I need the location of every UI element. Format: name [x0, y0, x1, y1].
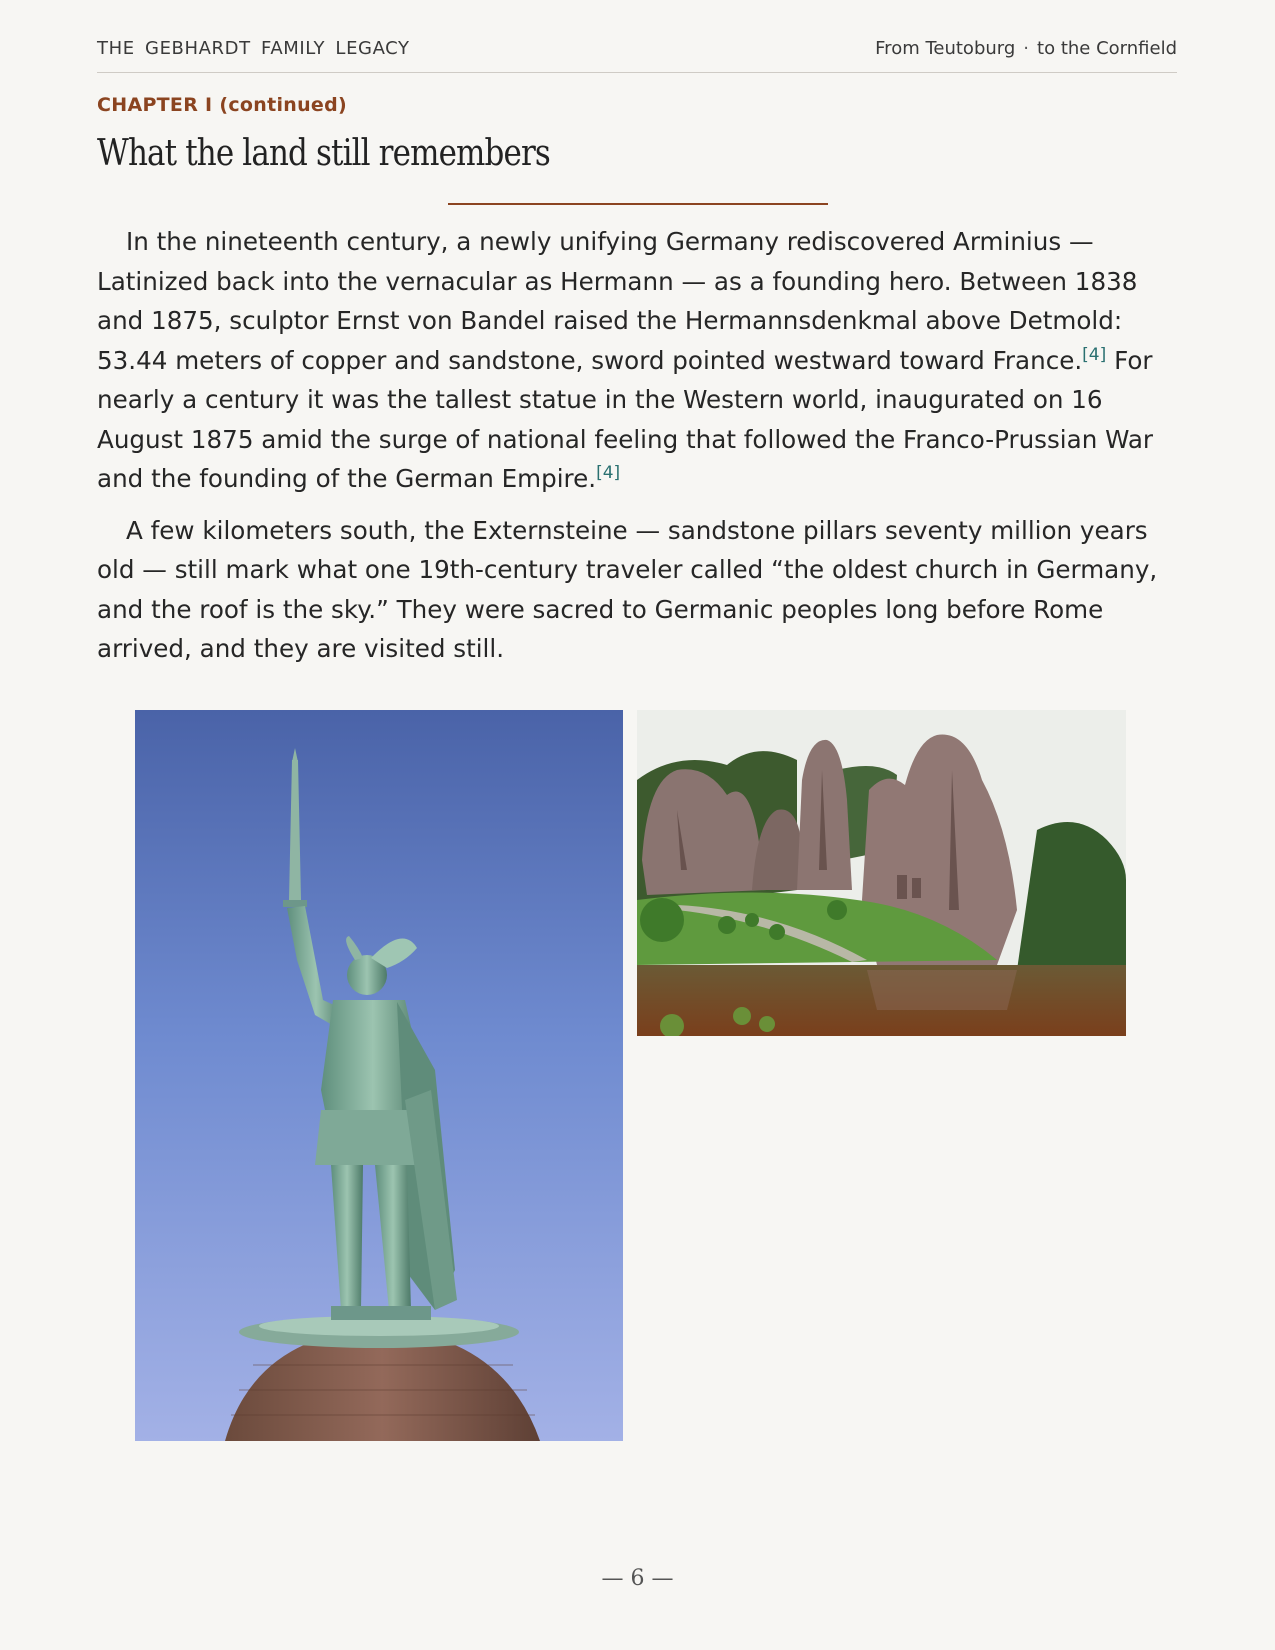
- header-separator: ·: [1023, 38, 1030, 59]
- photo-hermannsdenkmal: [135, 710, 623, 1441]
- paragraph-1: [97, 222, 1177, 499]
- body-text: [97, 222, 1177, 681]
- header-section-part1: From Teutoburg: [875, 38, 1016, 59]
- header-book-title: THE GEBHARDT FAMILY LEGACY: [97, 38, 410, 59]
- photo-externsteine: [637, 710, 1126, 1036]
- page-number: — 6 —: [601, 1566, 674, 1591]
- chapter-label: CHAPTER I (continued): [97, 94, 347, 116]
- paragraph-1-text-a: In the nineteenth century, a newly unifying Germany rediscovered Arminius — Latinized back into the vernacular as Hermann — as a founding hero. Between 1838 and 1875, sculptor Ernst von Bandel raised the Hermannsdenkmal above Detmold: 53.44 meters of copper and sandstone, sword pointed westward toward France.: [97, 227, 1138, 375]
- chapter-title: What the land still remembers: [97, 133, 550, 174]
- rocks-illustration: [637, 710, 1126, 1036]
- paragraph-2: A few kilometers south, the Externsteine — sandstone pillars seventy million years old — still mark what one 19th-century traveler called “the oldest church in Germany, and the roof is the sky.” They were sacred to Germanic peoples long before Rome arrived, and they are visited still.: [97, 515, 1158, 663]
- statue-illustration: [135, 710, 623, 1441]
- header-section-title: [875, 38, 1177, 59]
- running-header: [97, 38, 1177, 73]
- paragraph-1-text-b: For nearly a century it was the tallest statue in the Western world, inaugurated on 16 August 1875 amid the surge of national feeling that followed the Franco-Prussian War and the founding of the German Empire.: [97, 345, 1154, 493]
- header-section-part2: to the Cornfield: [1037, 38, 1177, 59]
- footnote-ref-4[interactable]: [4]: [596, 463, 621, 483]
- footnote-ref-4[interactable]: [4]: [1082, 344, 1107, 365]
- title-divider: [448, 203, 828, 205]
